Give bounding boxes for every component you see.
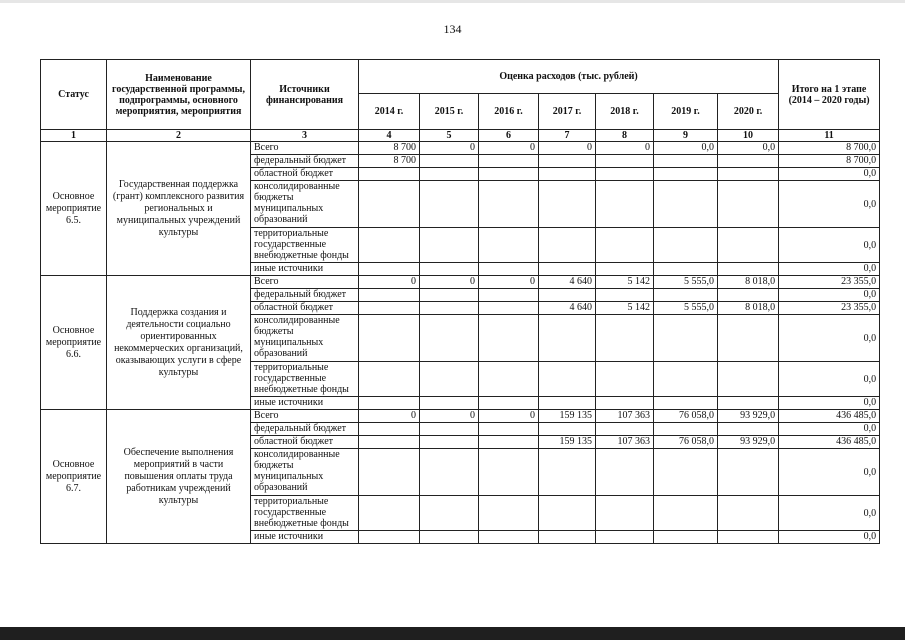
year-value — [718, 289, 779, 302]
year-value — [420, 315, 479, 362]
year-value — [718, 315, 779, 362]
funding-source: Всего — [251, 142, 359, 155]
table-row — [41, 276, 880, 289]
column-number: 5 — [420, 130, 479, 142]
year-value — [654, 155, 718, 168]
total-value: 0,0 — [779, 449, 880, 496]
year-value: 4 640 — [539, 302, 596, 315]
funding-source: консолидированные бюджеты муниципальных образований — [251, 315, 359, 362]
year-value — [479, 315, 539, 362]
year-value — [596, 362, 654, 397]
total-value: 0,0 — [779, 315, 880, 362]
year-value — [359, 263, 420, 276]
page-number: 134 — [443, 22, 462, 36]
total-value: 0,0 — [779, 397, 880, 410]
column-number: 2 — [107, 130, 251, 142]
year-value — [539, 449, 596, 496]
year-value — [654, 449, 718, 496]
year-value: 0 — [479, 276, 539, 289]
year-value: 159 135 — [539, 410, 596, 423]
year-value — [479, 423, 539, 436]
year-value — [479, 449, 539, 496]
header-name: Наименование государственной программы, подпрограммы, основного мероприятия, мероприятия — [107, 60, 251, 130]
funding-source: иные источники — [251, 531, 359, 544]
funding-source: Всего — [251, 410, 359, 423]
total-value: 0,0 — [779, 168, 880, 181]
year-value — [359, 397, 420, 410]
year-value — [539, 496, 596, 531]
year-value — [718, 496, 779, 531]
year-value: 8 018,0 — [718, 302, 779, 315]
column-number: 4 — [359, 130, 420, 142]
year-value — [479, 436, 539, 449]
year-value — [420, 155, 479, 168]
column-number: 11 — [779, 130, 880, 142]
year-value — [654, 289, 718, 302]
year-value — [718, 531, 779, 544]
column-number-row — [41, 130, 880, 142]
year-value: 0,0 — [654, 142, 718, 155]
year-value — [718, 362, 779, 397]
total-value: 0,0 — [779, 362, 880, 397]
year-value — [359, 302, 420, 315]
year-value — [654, 168, 718, 181]
year-value — [539, 397, 596, 410]
year-value — [596, 423, 654, 436]
year-value: 0 — [420, 142, 479, 155]
year-value — [654, 362, 718, 397]
year-value — [596, 496, 654, 531]
year-value — [654, 181, 718, 228]
year-value — [420, 302, 479, 315]
year-value — [479, 181, 539, 228]
funding-source: федеральный бюджет — [251, 289, 359, 302]
year-value — [539, 289, 596, 302]
year-value: 8 700 — [359, 142, 420, 155]
group-status: Основное мероприятие 6.6. — [41, 276, 107, 410]
year-value — [479, 531, 539, 544]
total-value: 436 485,0 — [779, 410, 880, 423]
year-value — [420, 362, 479, 397]
total-value: 23 355,0 — [779, 276, 880, 289]
year-value: 4 640 — [539, 276, 596, 289]
year-value: 0 — [596, 142, 654, 155]
year-value — [420, 289, 479, 302]
funding-source: территориальные государственные внебюджетные фонды — [251, 362, 359, 397]
year-value — [359, 362, 420, 397]
year-value — [718, 168, 779, 181]
funding-source: территориальные государственные внебюджетные фонды — [251, 496, 359, 531]
funding-source: областной бюджет — [251, 302, 359, 315]
total-value: 23 355,0 — [779, 302, 880, 315]
year-value: 159 135 — [539, 436, 596, 449]
year-value — [420, 228, 479, 263]
year-value — [479, 155, 539, 168]
header-year: 2020 г. — [718, 94, 779, 130]
year-value — [718, 263, 779, 276]
year-value — [420, 181, 479, 228]
column-number: 8 — [596, 130, 654, 142]
year-value — [420, 496, 479, 531]
group-name: Поддержка создания и деятельности социально ориентированных некоммерческих организаций, оказывающих услуги в сфере культуры — [107, 276, 251, 410]
year-value — [359, 531, 420, 544]
year-value — [479, 397, 539, 410]
total-value: 436 485,0 — [779, 436, 880, 449]
funding-source: иные источники — [251, 397, 359, 410]
year-value — [420, 449, 479, 496]
year-value — [539, 155, 596, 168]
year-value: 107 363 — [596, 410, 654, 423]
year-value — [718, 181, 779, 228]
year-value: 0 — [539, 142, 596, 155]
year-value: 93 929,0 — [718, 436, 779, 449]
year-value — [596, 531, 654, 544]
year-value: 76 058,0 — [654, 410, 718, 423]
budget-table — [40, 59, 880, 544]
header-year: 2018 г. — [596, 94, 654, 130]
year-value: 93 929,0 — [718, 410, 779, 423]
year-value: 0 — [359, 410, 420, 423]
year-value — [359, 315, 420, 362]
year-value — [596, 263, 654, 276]
year-value — [654, 423, 718, 436]
total-value: 8 700,0 — [779, 142, 880, 155]
year-value — [420, 168, 479, 181]
year-value — [359, 181, 420, 228]
year-value — [539, 315, 596, 362]
year-value — [596, 168, 654, 181]
year-value — [479, 496, 539, 531]
year-value — [718, 155, 779, 168]
funding-source: консолидированные бюджеты муниципальных образований — [251, 181, 359, 228]
year-value — [718, 423, 779, 436]
year-value — [420, 436, 479, 449]
total-value: 0,0 — [779, 531, 880, 544]
total-value: 0,0 — [779, 228, 880, 263]
year-value: 8 018,0 — [718, 276, 779, 289]
year-value: 5 555,0 — [654, 276, 718, 289]
year-value: 0 — [479, 410, 539, 423]
total-value: 8 700,0 — [779, 155, 880, 168]
funding-source: иные источники — [251, 263, 359, 276]
year-value — [539, 228, 596, 263]
year-value: 5 142 — [596, 302, 654, 315]
year-value — [359, 228, 420, 263]
year-value — [479, 263, 539, 276]
year-value — [718, 228, 779, 263]
year-value — [420, 423, 479, 436]
year-value — [596, 181, 654, 228]
column-number: 9 — [654, 130, 718, 142]
funding-source: федеральный бюджет — [251, 423, 359, 436]
year-value — [479, 302, 539, 315]
year-value — [654, 531, 718, 544]
year-value: 0 — [359, 276, 420, 289]
header-status: Статус — [41, 60, 107, 130]
header-year: 2017 г. — [539, 94, 596, 130]
year-value — [539, 531, 596, 544]
year-value: 0 — [420, 276, 479, 289]
total-value: 0,0 — [779, 496, 880, 531]
year-value — [420, 397, 479, 410]
year-value — [596, 228, 654, 263]
year-value — [479, 289, 539, 302]
year-value: 0 — [420, 410, 479, 423]
funding-source: консолидированные бюджеты муниципальных образований — [251, 449, 359, 496]
header-year: 2019 г. — [654, 94, 718, 130]
year-value — [359, 436, 420, 449]
year-value: 76 058,0 — [654, 436, 718, 449]
group-status: Основное мероприятие 6.5. — [41, 142, 107, 276]
total-value: 0,0 — [779, 423, 880, 436]
year-value — [654, 315, 718, 362]
year-value — [654, 228, 718, 263]
group-status: Основное мероприятие 6.7. — [41, 410, 107, 544]
year-value — [654, 397, 718, 410]
header-year: 2014 г. — [359, 94, 420, 130]
column-number: 6 — [479, 130, 539, 142]
scan-edge-top — [0, 0, 905, 3]
scan-edge-bottom — [0, 627, 905, 640]
year-value — [539, 362, 596, 397]
funding-source: федеральный бюджет — [251, 155, 359, 168]
year-value: 8 700 — [359, 155, 420, 168]
header-source: Источники финансирования — [251, 60, 359, 130]
header-year: 2015 г. — [420, 94, 479, 130]
year-value — [596, 449, 654, 496]
year-value — [654, 263, 718, 276]
funding-source: областной бюджет — [251, 168, 359, 181]
header-total: Итого на 1 этапе (2014 – 2020 годы) — [779, 60, 880, 130]
total-value: 0,0 — [779, 263, 880, 276]
table-row — [41, 410, 880, 423]
year-value — [596, 315, 654, 362]
year-value — [420, 263, 479, 276]
header-year: 2016 г. — [479, 94, 539, 130]
group-name: Обеспечение выполнения мероприятий в части повышения оплаты труда работникам учреждений культуры — [107, 410, 251, 544]
year-value — [596, 289, 654, 302]
year-value — [654, 496, 718, 531]
funding-source: Всего — [251, 276, 359, 289]
year-value: 5 555,0 — [654, 302, 718, 315]
year-value: 5 142 — [596, 276, 654, 289]
total-value: 0,0 — [779, 181, 880, 228]
year-value — [359, 423, 420, 436]
year-value: 0,0 — [718, 142, 779, 155]
year-value — [718, 397, 779, 410]
year-value — [718, 449, 779, 496]
column-number: 7 — [539, 130, 596, 142]
year-value: 0 — [479, 142, 539, 155]
year-value — [359, 289, 420, 302]
year-value — [479, 362, 539, 397]
year-value — [539, 263, 596, 276]
column-number: 10 — [718, 130, 779, 142]
year-value — [359, 496, 420, 531]
total-value: 0,0 — [779, 289, 880, 302]
funding-source: областной бюджет — [251, 436, 359, 449]
year-value — [539, 423, 596, 436]
column-number: 3 — [251, 130, 359, 142]
year-value — [479, 168, 539, 181]
year-value — [359, 168, 420, 181]
table-row — [41, 142, 880, 155]
year-value — [479, 228, 539, 263]
year-value — [596, 397, 654, 410]
year-value — [539, 168, 596, 181]
header-estimate: Оценка расходов (тыс. рублей) — [359, 60, 779, 94]
year-value — [596, 155, 654, 168]
year-value: 107 363 — [596, 436, 654, 449]
group-name: Государственная поддержка (грант) комплексного развития региональных и муниципальных учреждений культуры — [107, 142, 251, 276]
year-value — [539, 181, 596, 228]
funding-source: территориальные государственные внебюджетные фонды — [251, 228, 359, 263]
year-value — [420, 531, 479, 544]
year-value — [359, 449, 420, 496]
column-number: 1 — [41, 130, 107, 142]
